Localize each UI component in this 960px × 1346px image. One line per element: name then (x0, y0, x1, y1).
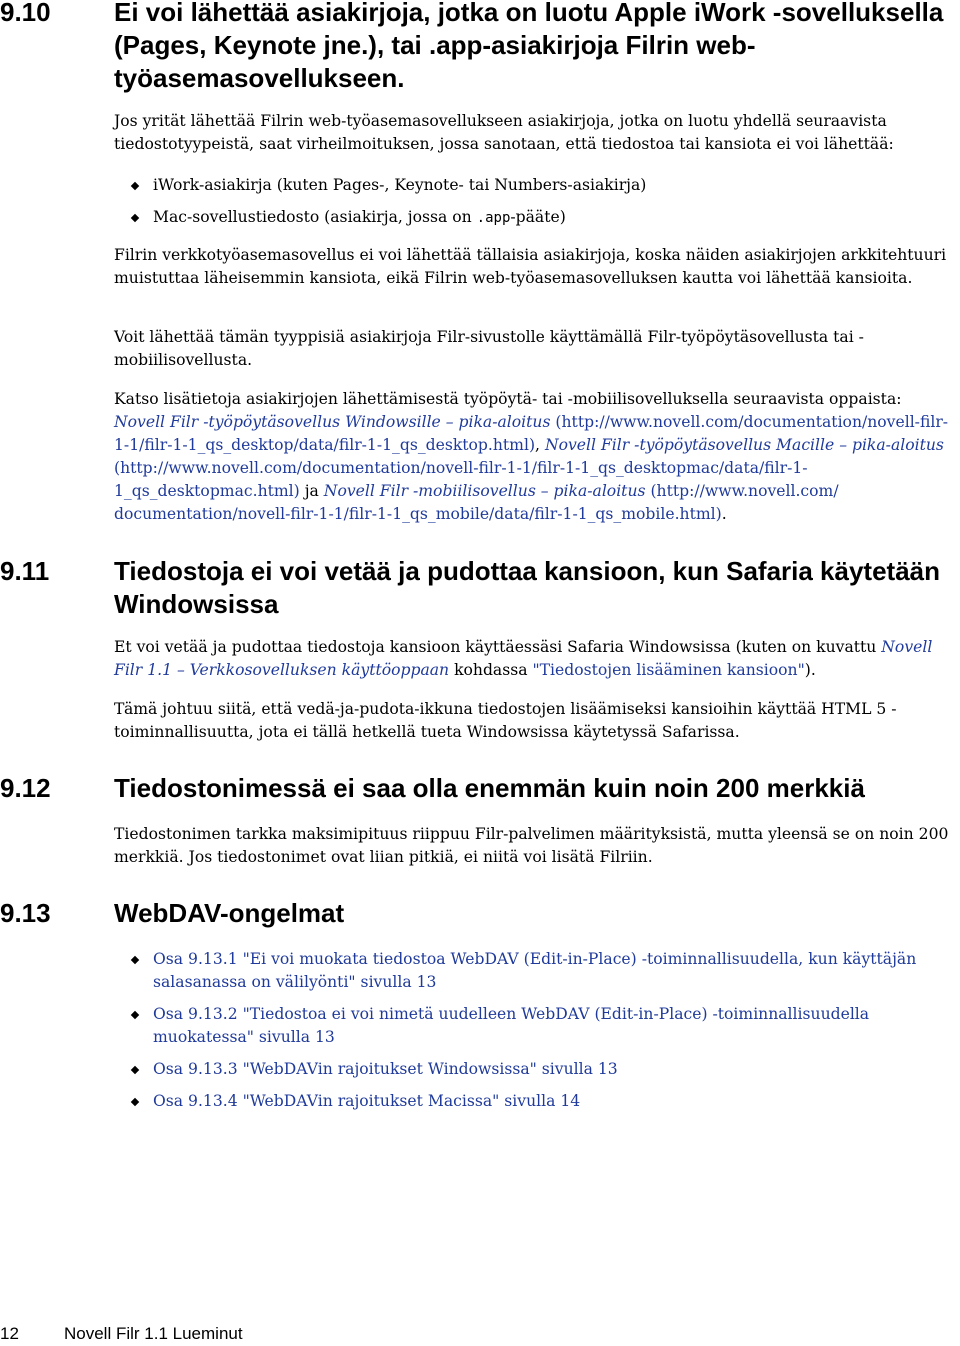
page-number: 12 (0, 1324, 19, 1343)
paragraph: Voit lähettää tämän tyyppisiä asiakirjoja Filr-sivustolle käyttämällä Filr-työpöytäsovellusta tai -mobiilisovellusta. (114, 328, 864, 369)
paragraph-text: ). (804, 661, 816, 679)
section-number: 9.13 (0, 898, 51, 928)
paragraph-text: Et voi vetää ja pudottaa tiedostoja kansioon käyttäessäsi Safaria Windowsissa (kuten on kuvattu (114, 638, 882, 656)
guide-link-mac[interactable]: Novell Filr -työpöytäsovellus Macille – pika-aloitus (544, 436, 944, 454)
paragraph: Tämä johtuu siitä, että vedä-ja-pudota-ikkuna tiedostojen lisäämiseksi kansioihin käyttää HTML 5 -toiminnallisuutta, jota ei tällä hetkellä tueta Windowsissa käytetyssä Safarissa. (114, 700, 897, 741)
bullet-icon (131, 1011, 139, 1019)
section-number: 9.11 (0, 556, 50, 586)
url-link-mac[interactable]: (http://www.novell.com/documentation/novell-filr-1-1/filr-1-1_qs_desktopmac/data/filr-1-1_qs_desktopmac.html) (114, 459, 808, 500)
paragraph: Filrin verkkotyöasemasovellus ei voi lähettää tällaisia asiakirjoja, koska näiden asiakirjojen arkkitehtuuri muistuttaa läheisemmin kansiota, eikä Filrin web-työasemasovelluksen kautta voi lähettää kansioita. (114, 246, 947, 287)
list-item (114, 174, 954, 197)
bullet-icon (131, 182, 139, 190)
paragraph: Jos yrität lähettää Filrin web-työasemasovellukseen asiakirjoja, jotka on luotu yhdellä seuraavista tiedostotyypeistä, saat virheilmoituksen, jossa sanotaan, että tiedostoa tai kansiota ei voi lähettää: (114, 112, 894, 153)
section-heading-9-13 (0, 897, 958, 930)
code-text: .app (476, 210, 511, 226)
list-item (114, 948, 954, 994)
section-title: WebDAV-ongelmat (114, 898, 345, 928)
list-item-text: -pääte) (510, 208, 566, 226)
section-heading-9-12 (0, 772, 958, 805)
list-item (114, 206, 954, 230)
section-heading-9-11 (0, 555, 958, 621)
link-list (114, 948, 954, 1113)
paragraph (114, 636, 954, 682)
list-item-text: iWork-asiakirja (kuten Pages-, Keynote- tai Numbers-asiakirja) (153, 176, 647, 194)
section-link[interactable]: Osa 9.13.1 "Ei voi muokata tiedostoa WebDAV (Edit-in-Place) -toiminnallisuudella, kun käyttäjän salasanassa on välilyönti" sivulla 13 (153, 950, 917, 991)
url-link-windows[interactable]: (http://www.novell.com/documentation/novell-filr-1-1/filr-1-1_qs_desktop/data/filr-1-1_qs_desktop.html) (114, 413, 949, 454)
paragraph-guides (114, 388, 954, 526)
bullet-icon (131, 214, 139, 222)
section-number: 9.10 (0, 0, 51, 27)
bullet-icon (131, 956, 139, 964)
list-item-text: Mac-sovellustiedosto (asiakirja, jossa on (153, 208, 477, 226)
bullet-icon (131, 1098, 139, 1106)
paragraph-text: kohdassa (449, 661, 533, 679)
guide-link-mobile[interactable]: Novell Filr -mobiilisovellus – pika-aloitus (323, 482, 646, 500)
section-link[interactable]: "Tiedostojen lisääminen kansioon" (532, 661, 805, 679)
guide-link-web[interactable]: Novell Filr 1.1 – Verkkosovelluksen käyttöoppaan (114, 638, 933, 679)
section-number: 9.12 (0, 773, 51, 803)
section-title: Ei voi lähettää asiakirjoja, jotka on luotu Apple iWork -sovelluksella (Pages, Keynote jne.), tai .app-asiakirjoja Filrin web-työasemasovellukseen. (114, 0, 944, 93)
url-link-mobile[interactable]: (http://www.novell.com/ documentation/novell-filr-1-1/filr-1-1_qs_mobile/data/filr-1-1_qs_mobile.html) (114, 482, 839, 523)
list-item (114, 1090, 954, 1113)
section-heading-9-10 (0, 0, 958, 95)
section-link[interactable]: Osa 9.13.4 "WebDAVin rajoitukset Macissa" sivulla 14 (153, 1092, 581, 1110)
paragraph-text: Katso lisätietoja asiakirjojen lähettämisestä työpöytä- tai -mobiilisovelluksella seuraavista oppaista: (114, 390, 902, 408)
separator: . (721, 505, 727, 523)
guide-link-windows[interactable]: Novell Filr -työpöytäsovellus Windowsille – pika-aloitus (114, 413, 551, 431)
section-title: Tiedostoja ei voi vetää ja pudottaa kansioon, kun Safaria käytetään Windowsissa (114, 556, 941, 619)
separator: , (535, 436, 545, 454)
bullet-icon (131, 1066, 139, 1074)
section-title: Tiedostonimessä ei saa olla enemmän kuin noin 200 merkkiä (114, 773, 865, 803)
section-link[interactable]: Osa 9.13.3 "WebDAVin rajoitukset Windowsissa" sivulla 13 (153, 1060, 618, 1078)
list-item (114, 1003, 954, 1049)
list-item (114, 1058, 954, 1081)
document-title: Novell Filr 1.1 Lueminut (64, 1324, 243, 1343)
bullet-list (114, 174, 954, 230)
separator: ja (299, 482, 324, 500)
paragraph: Tiedostonimen tarkka maksimipituus riippuu Filr-palvelimen määrityksistä, mutta yleensä se on noin 200 merkkiä. Jos tiedostonimet ovat liian pitkiä, ei niitä voi lisätä Filriin. (114, 825, 949, 866)
section-link[interactable]: Osa 9.13.2 "Tiedostoa ei voi nimetä uudelleen WebDAV (Edit-in-Place) -toiminnallisuudella muokatessa" sivulla 13 (153, 1005, 870, 1046)
